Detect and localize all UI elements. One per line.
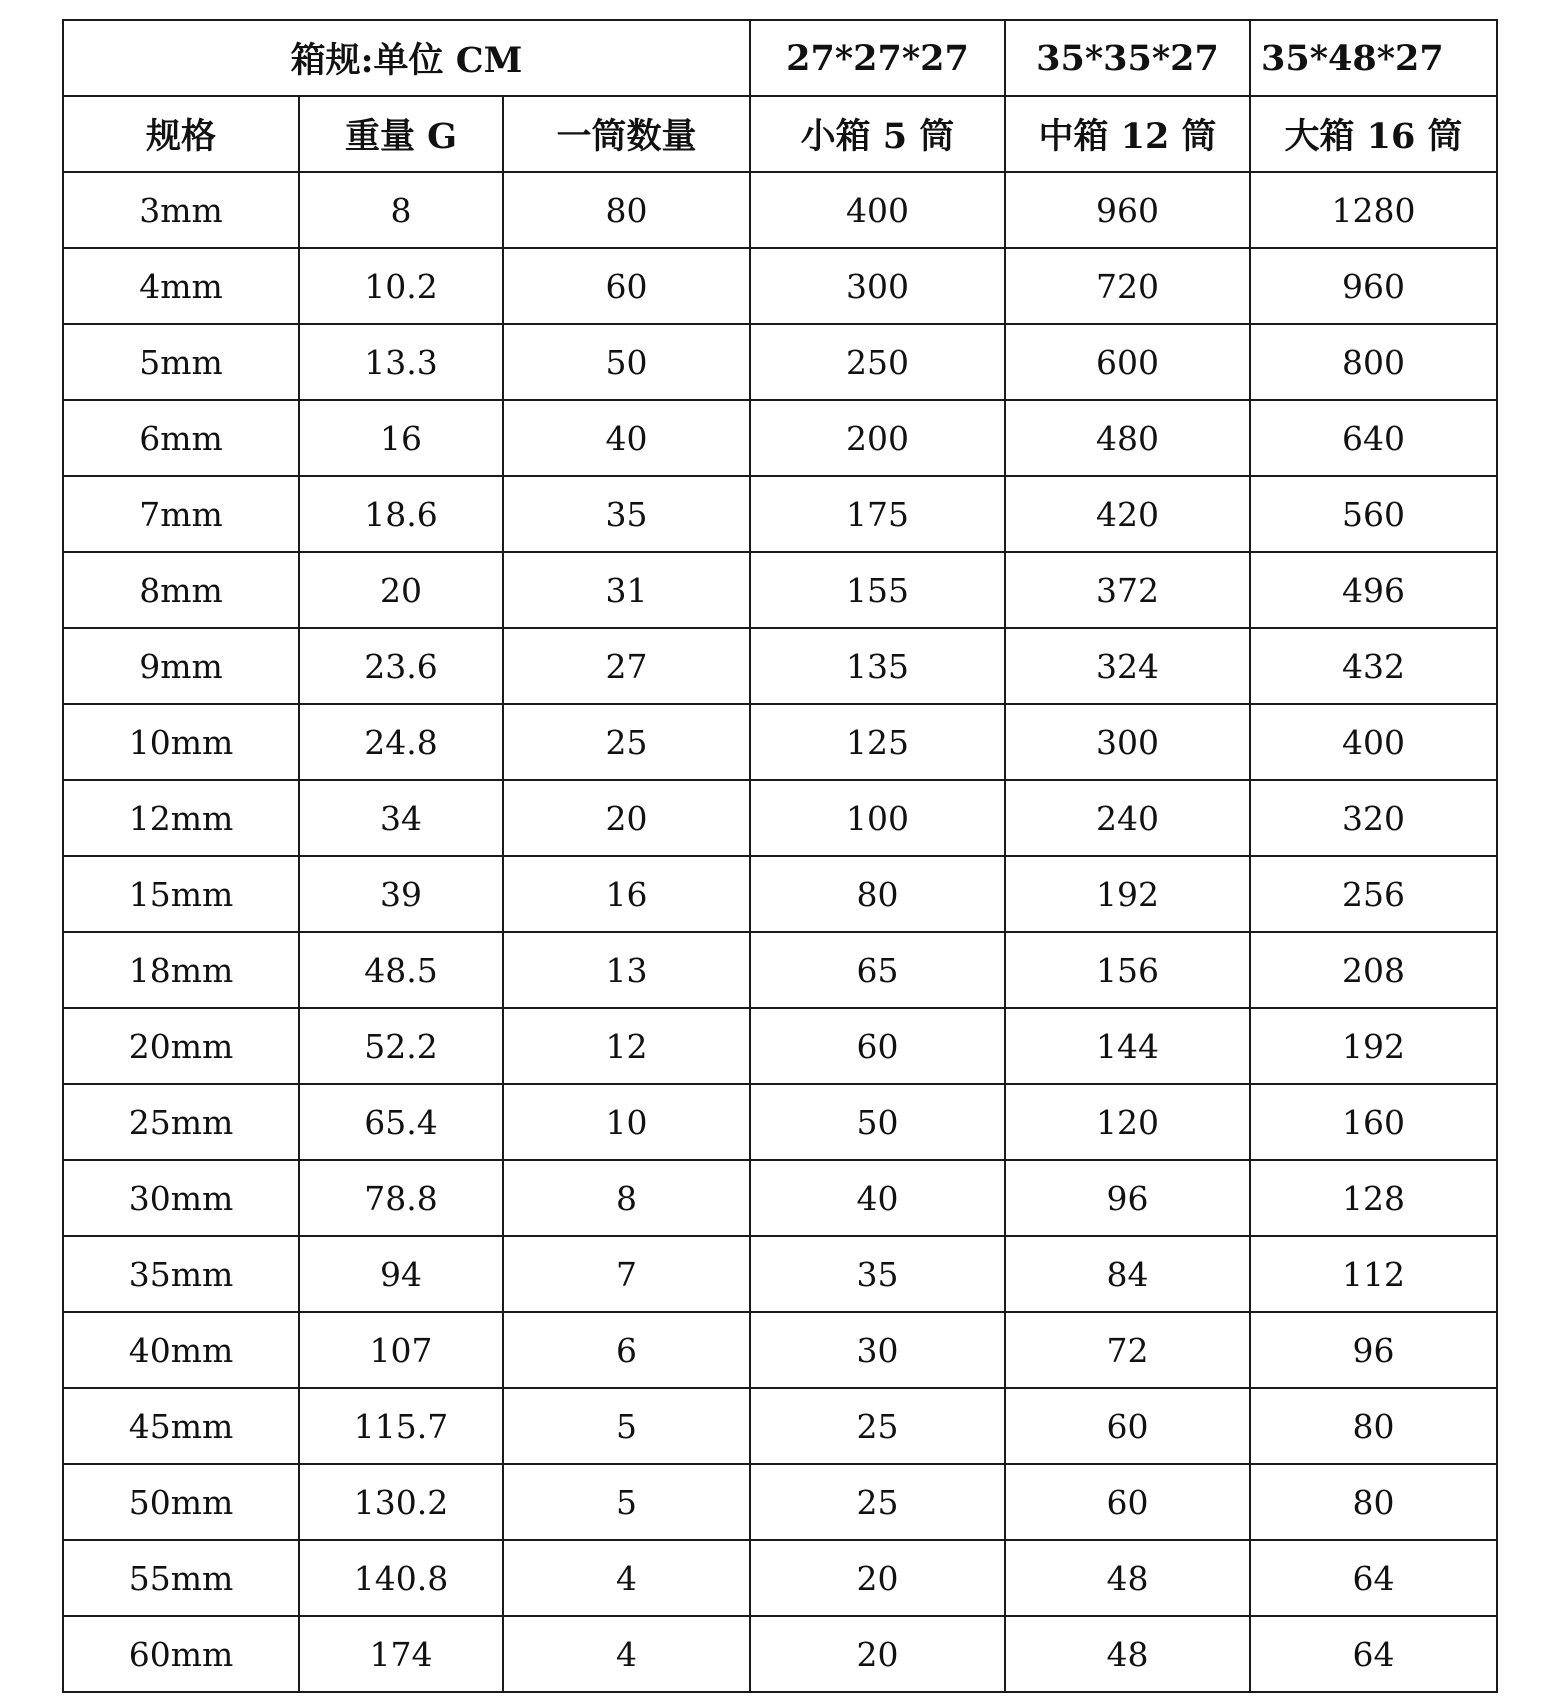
cell-spec: 18mm [63, 932, 299, 1008]
cell-weight: 94 [299, 1236, 503, 1312]
cell-medium-box: 300 [1005, 704, 1250, 780]
cell-large-box: 208 [1250, 932, 1497, 1008]
cell-spec: 60mm [63, 1616, 299, 1692]
cell-large-box: 112 [1250, 1236, 1497, 1312]
cell-spec: 10mm [63, 704, 299, 780]
cell-large-box: 192 [1250, 1008, 1497, 1084]
cell-medium-box: 960 [1005, 172, 1250, 248]
cell-large-box: 960 [1250, 248, 1497, 324]
cell-weight: 8 [299, 172, 503, 248]
table-row [63, 476, 1497, 552]
cell-per-tube: 6 [503, 1312, 750, 1388]
cell-small-box: 250 [750, 324, 1005, 400]
cell-medium-box: 60 [1005, 1388, 1250, 1464]
cell-large-box: 96 [1250, 1312, 1497, 1388]
cell-per-tube: 20 [503, 780, 750, 856]
column-header-large-box: 大箱 16 筒 [1250, 96, 1497, 172]
cell-spec: 9mm [63, 628, 299, 704]
cell-weight: 52.2 [299, 1008, 503, 1084]
cell-small-box: 20 [750, 1540, 1005, 1616]
cell-per-tube: 50 [503, 324, 750, 400]
cell-weight: 115.7 [299, 1388, 503, 1464]
table-row [63, 1312, 1497, 1388]
cell-weight: 10.2 [299, 248, 503, 324]
cell-weight: 13.3 [299, 324, 503, 400]
cell-small-box: 80 [750, 856, 1005, 932]
cell-small-box: 100 [750, 780, 1005, 856]
header-row-box-dimensions [63, 20, 1497, 96]
cell-spec: 6mm [63, 400, 299, 476]
cell-large-box: 80 [1250, 1388, 1497, 1464]
cell-weight: 16 [299, 400, 503, 476]
medium-box-dimensions: 35*35*27 [1005, 20, 1250, 96]
small-box-dimensions: 27*27*27 [750, 20, 1005, 96]
cell-spec: 55mm [63, 1540, 299, 1616]
cell-spec: 20mm [63, 1008, 299, 1084]
table-row [63, 1464, 1497, 1540]
table-row [63, 248, 1497, 324]
cell-medium-box: 72 [1005, 1312, 1250, 1388]
table-row [63, 400, 1497, 476]
cell-large-box: 800 [1250, 324, 1497, 400]
cell-per-tube: 27 [503, 628, 750, 704]
column-header-weight: 重量 G [299, 96, 503, 172]
cell-small-box: 30 [750, 1312, 1005, 1388]
cell-per-tube: 12 [503, 1008, 750, 1084]
cell-weight: 23.6 [299, 628, 503, 704]
cell-per-tube: 40 [503, 400, 750, 476]
cell-small-box: 300 [750, 248, 1005, 324]
cell-per-tube: 4 [503, 1616, 750, 1692]
cell-large-box: 1280 [1250, 172, 1497, 248]
cell-spec: 50mm [63, 1464, 299, 1540]
table-row [63, 628, 1497, 704]
cell-small-box: 35 [750, 1236, 1005, 1312]
cell-medium-box: 96 [1005, 1160, 1250, 1236]
box-spec-unit-label: 箱规:单位 CM [63, 20, 750, 96]
table-row [63, 1084, 1497, 1160]
table-row [63, 932, 1497, 1008]
cell-medium-box: 720 [1005, 248, 1250, 324]
cell-per-tube: 4 [503, 1540, 750, 1616]
table-row [63, 324, 1497, 400]
cell-large-box: 320 [1250, 780, 1497, 856]
cell-small-box: 200 [750, 400, 1005, 476]
table-row [63, 1008, 1497, 1084]
cell-small-box: 40 [750, 1160, 1005, 1236]
cell-spec: 7mm [63, 476, 299, 552]
cell-large-box: 128 [1250, 1160, 1497, 1236]
cell-small-box: 25 [750, 1464, 1005, 1540]
table-row [63, 1236, 1497, 1312]
cell-small-box: 60 [750, 1008, 1005, 1084]
cell-weight: 39 [299, 856, 503, 932]
cell-small-box: 135 [750, 628, 1005, 704]
cell-large-box: 496 [1250, 552, 1497, 628]
cell-spec: 3mm [63, 172, 299, 248]
cell-per-tube: 25 [503, 704, 750, 780]
cell-medium-box: 324 [1005, 628, 1250, 704]
cell-medium-box: 120 [1005, 1084, 1250, 1160]
cell-small-box: 125 [750, 704, 1005, 780]
table-row [63, 1540, 1497, 1616]
cell-spec: 8mm [63, 552, 299, 628]
table-row [63, 1388, 1497, 1464]
cell-weight: 18.6 [299, 476, 503, 552]
column-header-small-box: 小箱 5 筒 [750, 96, 1005, 172]
cell-small-box: 400 [750, 172, 1005, 248]
cell-per-tube: 5 [503, 1464, 750, 1540]
cell-weight: 24.8 [299, 704, 503, 780]
cell-spec: 15mm [63, 856, 299, 932]
table-row [63, 1616, 1497, 1692]
cell-spec: 30mm [63, 1160, 299, 1236]
cell-small-box: 65 [750, 932, 1005, 1008]
cell-weight: 34 [299, 780, 503, 856]
cell-small-box: 25 [750, 1388, 1005, 1464]
cell-per-tube: 7 [503, 1236, 750, 1312]
table-row [63, 552, 1497, 628]
cell-per-tube: 80 [503, 172, 750, 248]
cell-medium-box: 240 [1005, 780, 1250, 856]
large-box-dimensions: 35*48*27 [1250, 20, 1497, 96]
packing-spec-table [62, 19, 1498, 1693]
cell-medium-box: 48 [1005, 1540, 1250, 1616]
cell-medium-box: 372 [1005, 552, 1250, 628]
cell-spec: 40mm [63, 1312, 299, 1388]
cell-small-box: 175 [750, 476, 1005, 552]
cell-weight: 140.8 [299, 1540, 503, 1616]
cell-weight: 78.8 [299, 1160, 503, 1236]
cell-large-box: 160 [1250, 1084, 1497, 1160]
cell-weight: 48.5 [299, 932, 503, 1008]
cell-small-box: 20 [750, 1616, 1005, 1692]
cell-medium-box: 480 [1005, 400, 1250, 476]
cell-per-tube: 60 [503, 248, 750, 324]
table-row [63, 856, 1497, 932]
column-header-medium-box: 中箱 12 筒 [1005, 96, 1250, 172]
column-header-spec: 规格 [63, 96, 299, 172]
cell-medium-box: 60 [1005, 1464, 1250, 1540]
cell-spec: 35mm [63, 1236, 299, 1312]
cell-large-box: 400 [1250, 704, 1497, 780]
cell-medium-box: 600 [1005, 324, 1250, 400]
cell-per-tube: 10 [503, 1084, 750, 1160]
cell-weight: 65.4 [299, 1084, 503, 1160]
cell-large-box: 432 [1250, 628, 1497, 704]
cell-large-box: 64 [1250, 1616, 1497, 1692]
table-row [63, 704, 1497, 780]
cell-large-box: 80 [1250, 1464, 1497, 1540]
table-row [63, 1160, 1497, 1236]
header-row-columns [63, 96, 1497, 172]
table-row [63, 172, 1497, 248]
table-row [63, 780, 1497, 856]
cell-weight: 130.2 [299, 1464, 503, 1540]
cell-medium-box: 144 [1005, 1008, 1250, 1084]
cell-weight: 20 [299, 552, 503, 628]
cell-weight: 174 [299, 1616, 503, 1692]
cell-spec: 4mm [63, 248, 299, 324]
cell-spec: 45mm [63, 1388, 299, 1464]
cell-per-tube: 16 [503, 856, 750, 932]
cell-weight: 107 [299, 1312, 503, 1388]
cell-per-tube: 31 [503, 552, 750, 628]
cell-per-tube: 8 [503, 1160, 750, 1236]
cell-spec: 25mm [63, 1084, 299, 1160]
cell-spec: 12mm [63, 780, 299, 856]
cell-per-tube: 35 [503, 476, 750, 552]
column-header-per-tube: 一筒数量 [503, 96, 750, 172]
cell-per-tube: 5 [503, 1388, 750, 1464]
cell-large-box: 560 [1250, 476, 1497, 552]
cell-large-box: 64 [1250, 1540, 1497, 1616]
cell-per-tube: 13 [503, 932, 750, 1008]
cell-small-box: 50 [750, 1084, 1005, 1160]
cell-large-box: 256 [1250, 856, 1497, 932]
cell-medium-box: 156 [1005, 932, 1250, 1008]
cell-medium-box: 192 [1005, 856, 1250, 932]
cell-spec: 5mm [63, 324, 299, 400]
cell-small-box: 155 [750, 552, 1005, 628]
cell-medium-box: 48 [1005, 1616, 1250, 1692]
cell-large-box: 640 [1250, 400, 1497, 476]
cell-medium-box: 420 [1005, 476, 1250, 552]
cell-medium-box: 84 [1005, 1236, 1250, 1312]
